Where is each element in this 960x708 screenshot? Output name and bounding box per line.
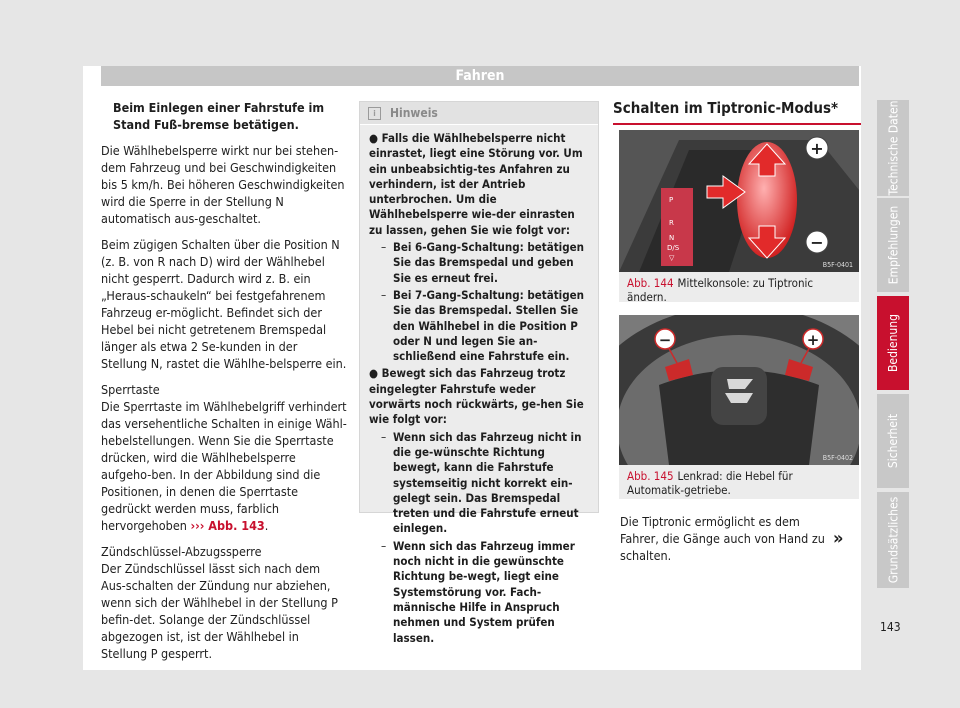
paragraph: Der Zündschlüssel lässt sich nach dem Aus-schalten der Zündung nur abziehen, wenn sich der Wählhebel in der Stellung P befin-det. Solange der Zündschlüssel abgezogen ist, ist der Wählhebel in Stellung P gesperrt. xyxy=(101,561,338,661)
tab-technische-daten[interactable]: Technische Daten xyxy=(877,100,909,196)
hint-header xyxy=(360,102,598,125)
svg-text:N: N xyxy=(669,234,675,242)
hint-body xyxy=(360,125,598,646)
svg-text:R: R xyxy=(669,219,674,227)
figure-caption: Abb. 145 Lenkrad: die Hebel für Automatik-getriebe. xyxy=(619,465,859,499)
svg-text:−: − xyxy=(810,233,824,252)
hint-bullet: ● Bewegt sich das Fahrzeug trotz eingelegter Fahrstufe weder vorwärts noch rückwärts, ge-hen Sie wie folgt vor: xyxy=(369,366,584,427)
paragraph: Die Sperrtaste im Wählhebelgriff verhindert das versehentliche Schalten in einige Wähl-hebelstellungen. Wenn Sie die Sperrtaste drücken, wird die Wählhebelsperre aufgeho-ben. In der Abbildung sind die Positionen, in denen die Sperrtaste gedrückt werden muss, farblich hervorgehoben ››› Abb. 143. xyxy=(101,399,347,533)
tab-empfehlungen[interactable]: Empfehlungen xyxy=(877,198,909,292)
hint-title: Hinweis xyxy=(390,106,438,120)
hint-subitem: – Wenn sich das Fahrzeug immer noch nicht in die gewünschte Richtung be-wegt, liegt eine Systemstörung vor. Fach-männische Hilfe in Anspruch nehmen und System prüfen lassen. xyxy=(381,538,575,645)
text-column-right xyxy=(613,99,861,125)
instruction-bold: Beim Einlegen einer Fahrstufe im Stand Fuß-bremse betätigen. xyxy=(113,100,325,132)
steering-wheel-illustration xyxy=(619,315,859,465)
page-number: 143 xyxy=(880,620,901,634)
info-icon: i xyxy=(368,107,381,120)
svg-text:+: + xyxy=(806,331,820,349)
paragraph: Beim zügigen Schalten über die Position N (z. B. von R nach D) wird der Wählhebel nicht gesperrt. Dadurch wird z. B. ein „Heraus-schaukeln“ bei festgefahrenem Fahrzeug er-möglicht. Befindet sich der Hebel bei nicht getretenem Bremspedal länger als etwa 2 Se-kunden in der Stellung N, rastet die Wählhe-belsperre ein. xyxy=(101,237,347,371)
hint-subitem: – Wenn sich das Fahrzeug nicht in die ge-wünschte Richtung bewegt, kann die Fahrstufe systemseitig nicht korrekt ein-gelegt sein. Das Bremspedal treten und die Fahrstufe erneut einlegen. xyxy=(381,429,582,536)
paragraph: Die Wählhebelsperre wirkt nur bei stehen-dem Fahrzeug und bei Geschwindigkeiten bis 5 km/h. Bei höheren Geschwindigkeiten wird die Sperre in der Stellung N automatisch aus-geschaltet. xyxy=(101,143,345,226)
tab-sicherheit[interactable]: Sicherheit xyxy=(877,394,909,488)
hint-bullet: ● Falls die Wählhebelsperre nicht einrastet, liegt eine Störung vor. Um ein unbeabsichtig-tes Anfahren zu verhindern, ist der Antrieb unterbrochen. Um die Wählhebelsperre wie-der einrasten zu lassen, gehen Sie wie folgt vor: xyxy=(369,131,583,237)
hint-subitem: – Bei 7-Gang-Schaltung: betätigen Sie das Bremspedal. Stellen Sie den Wählhebel in die Position P oder N und legen Sie an-schließend eine Fahrstufe ein. xyxy=(381,287,585,364)
hint-box xyxy=(359,101,599,645)
continue-icon: » xyxy=(833,528,844,549)
subheading-zuendschluessel: Zündschlüssel-Abzugssperre xyxy=(101,544,262,559)
image-code: B5F-0402 xyxy=(822,454,853,462)
svg-text:P: P xyxy=(669,196,674,204)
svg-text:▽: ▽ xyxy=(669,254,675,262)
text-column-left xyxy=(101,99,347,671)
steering-wheel-image xyxy=(619,315,859,465)
subheading-sperrtaste: Sperrtaste xyxy=(101,382,160,397)
tab-bedienung[interactable]: Bedienung xyxy=(877,296,909,390)
section-header: Fahren xyxy=(101,66,859,86)
tab-grundsaetzliches[interactable]: Grundsätzliches xyxy=(877,492,909,588)
figure-caption: Abb. 144 Mittelkonsole: zu Tiptronic ändern. xyxy=(619,272,859,302)
svg-text:−: − xyxy=(658,331,672,349)
gear-selector-image xyxy=(619,130,859,272)
svg-text:+: + xyxy=(810,139,824,158)
figure-reference-link[interactable]: ››› Abb. 143 xyxy=(190,518,265,533)
section-title: Schalten im Tiptronic-Modus* xyxy=(613,99,861,125)
figure-145 xyxy=(619,315,859,499)
image-code: B5F-0401 xyxy=(822,261,853,269)
gear-panel-highlight xyxy=(661,188,693,266)
hint-subitem: – Bei 6-Gang-Schaltung: betätigen Sie das Bremspedal und geben Sie es erneut frei. xyxy=(381,240,585,285)
figure-144 xyxy=(619,130,859,302)
figure-label: Abb. 144 xyxy=(627,276,674,290)
paragraph: Die Tiptronic ermöglicht es dem Fahrer, die Gänge auch von Hand zu schalten. xyxy=(620,514,825,563)
figure-label: Abb. 145 xyxy=(627,469,674,483)
gear-selector-illustration xyxy=(619,130,859,272)
svg-text:D/S: D/S xyxy=(667,244,680,252)
